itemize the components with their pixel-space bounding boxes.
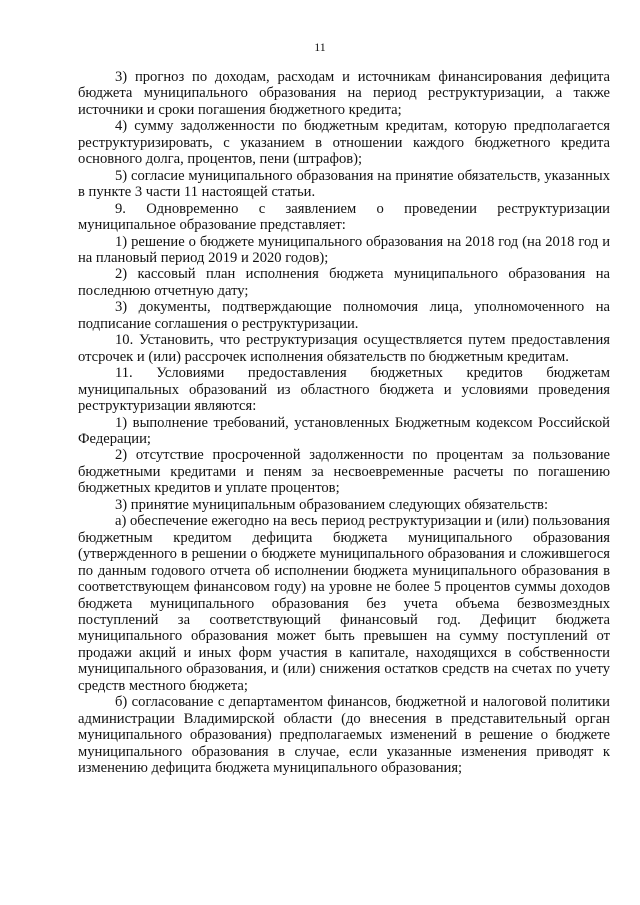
paragraph-cash-plan: 2) кассовый план исполнения бюджета муниципального образования на последнюю отчетную дату; [78, 266, 610, 299]
paragraph-item-10: 10. Установить, что реструктуризация осуществляется путем предоставления отсрочек и (или) рассрочек исполнения обязательств по бюджетным кредитам. [78, 332, 610, 365]
paragraph-item-9: 9. Одновременно с заявлением о проведении реструктуризации муниципальное образование представляет: [78, 200, 610, 234]
page-number: 11 [314, 40, 326, 54]
paragraph-forecast: 3) прогноз по доходам, расходам и источникам финансирования дефицита бюджета муниципального образования на период реструктуризации, а также источники и сроки погашения бюджетного кредита; [78, 69, 610, 118]
paragraph-debt-amount: 4) сумму задолженности по бюджетным кредитам, которую предполагается реструктуризировать, с указанием в отношении каждого бюджетного кредита основного долга, процентов, пени (штрафов); [78, 118, 610, 168]
paragraph-budget-code: 1) выполнение требований, установленных Бюджетным кодексом Российской Федерации; [78, 414, 610, 447]
paragraph-coordination: б) согласование с департаментом финансов, бюджетной и налоговой политики администрации Владимирской области (до внесения в представительный орган муниципального образования) предполагаемых изменений в решение о бюджете муниципального образования в случае, если указанные изменения приводят к изменению дефицита бюджета муниципального образования; [78, 694, 610, 777]
paragraph-deficit-limit: а) обеспечение ежегодно на весь период реструктуризации и (или) пользования бюджетным кредитом дефицита бюджета муниципального образования (утвержденного в решении о бюджете муниципального образования и сложившегося по данным годового отчета об исполнении бюджета муниципального образования в соответствующем финансовом году) на уровне не более 5 процентов суммы доходов бюджета муниципального образования без учета объема безвозмездных поступлений за соответствующий финансовый год. Дефицит бюджета муниципального образования может быть превышен на сумму поступлений от продажи акций и иных форм участия в капитале, находящихся в собственности муниципального образования, и (или) снижения остатков средств на счетах по учету средств местного бюджета; [78, 513, 610, 694]
paragraph-budget-decision: 1) решение о бюджете муниципального образования на 2018 год (на 2018 год и на плановый период 2019 и 2020 годов); [78, 233, 610, 266]
paragraph-consent: 5) согласие муниципального образования на принятие обязательств, указанных в пункте 3 части 11 настоящей статьи. [78, 167, 610, 201]
paragraph-no-overdue-debt: 2) отсутствие просроченной задолженности по процентам за пользование бюджетными кредитами и пеням за несвоевременные расчеты по погашению бюджетных кредитов и уплате процентов; [78, 447, 610, 497]
paragraph-authority-documents: 3) документы, подтверждающие полномочия лица, уполномоченного на подписание соглашения о реструктуризации. [78, 299, 610, 332]
document-body [78, 69, 610, 776]
paragraph-item-11: 11. Условиями предоставления бюджетных кредитов бюджетам муниципальных образований из областного бюджета и условиями проведения реструктуризации являются: [78, 365, 610, 415]
paragraph-obligations: 3) принятие муниципальным образованием следующих обязательств: [115, 496, 549, 513]
